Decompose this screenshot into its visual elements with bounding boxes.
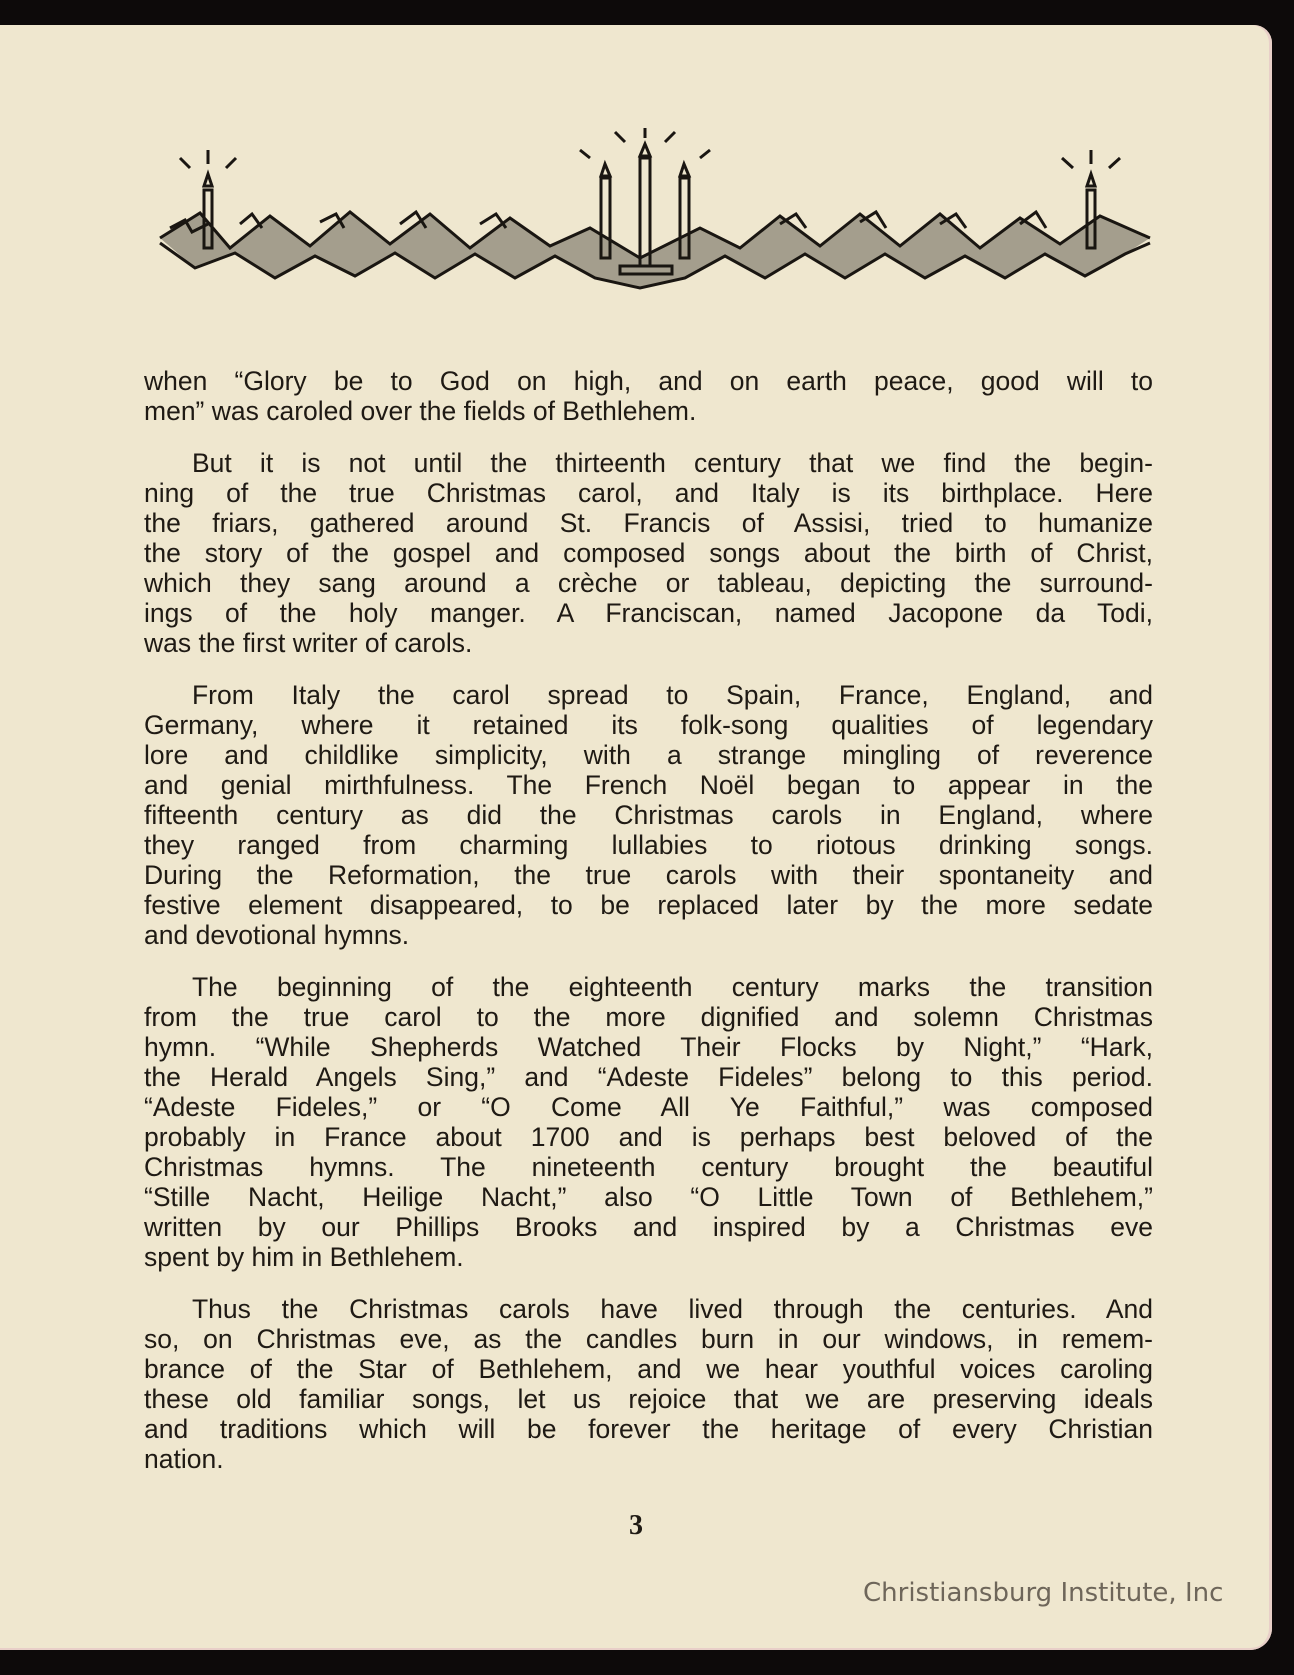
text-line: they ranged from charming lullabies to riotous drinking songs. [144,830,1153,860]
text-line: so, on Christmas eve, as the candles burn in our windows, in remem- [144,1324,1153,1354]
text-line: was the first writer of carols. [144,628,473,658]
paragraph [144,366,1153,426]
text-line: spent by him in Bethlehem. [144,1242,464,1272]
text-line: But it is not until the thirteenth century that we find the begin- [192,448,1153,478]
text-line: ings of the holy manger. A Franciscan, named Jacopone da Todi, [144,598,1153,628]
text-line: the story of the gospel and composed songs about the birth of Christ, [144,538,1153,568]
book-page [0,25,1272,1650]
text-line: men” was caroled over the fields of Bethlehem. [144,396,697,426]
text-line: brance of the Star of Bethlehem, and we hear youthful voices caroling [144,1354,1153,1384]
text-line: lore and childlike simplicity, with a strange mingling of reverence [144,740,1153,770]
text-line: the Herald Angels Sing,” and “Adeste Fideles” belong to this period. [144,1062,1153,1092]
text-line: Christmas hymns. The nineteenth century brought the beautiful [144,1152,1153,1182]
text-line: “Adeste Fideles,” or “O Come All Ye Faithful,” was composed [144,1092,1153,1122]
paragraph [144,972,1153,1272]
body-text [144,366,1153,1496]
watermark: Christiansburg Institute, Inc [863,1578,1224,1608]
text-line: and devotional hymns. [144,920,410,950]
paragraph [144,448,1153,658]
text-line: ning of the true Christmas carol, and Italy is its birthplace. Here [144,478,1153,508]
text-line: these old familiar songs, let us rejoice that we are preserving ideals [144,1384,1153,1414]
text-line: which they sang around a crèche or tableau, depicting the surround- [144,568,1153,598]
text-line: nation. [144,1444,224,1474]
text-line: festive element disappeared, to be replaced later by the more sedate [144,890,1153,920]
text-line: fifteenth century as did the Christmas carols in England, where [144,800,1153,830]
text-line: Thus the Christmas carols have lived through the centuries. And [192,1294,1153,1324]
text-line: probably in France about 1700 and is perhaps best beloved of the [144,1122,1153,1152]
text-line: The beginning of the eighteenth century marks the transition [192,972,1153,1002]
page-number: 3 [629,1510,643,1541]
text-line: From Italy the carol spread to Spain, France, England, and [192,680,1153,710]
text-line: “Stille Nacht, Heilige Nacht,” also “O Little Town of Bethlehem,” [144,1182,1153,1212]
text-line: and genial mirthfulness. The French Noël began to appear in the [144,770,1153,800]
text-line: hymn. “While Shepherds Watched Their Flocks by Night,” “Hark, [144,1032,1153,1062]
text-line: Germany, where it retained its folk-song qualities of legendary [144,710,1153,740]
text-line: written by our Phillips Brooks and inspired by a Christmas eve [144,1212,1153,1242]
holly-candle-ornament-icon [140,128,1170,290]
paragraph [144,680,1153,950]
text-line: when “Glory be to God on high, and on earth peace, good will to [144,366,1153,396]
text-line: the friars, gathered around St. Francis of Assisi, tried to humanize [144,508,1153,538]
paragraph [144,1294,1153,1474]
text-line: During the Reformation, the true carols with their spontaneity and [144,860,1153,890]
text-line: and traditions which will be forever the heritage of every Christian [144,1414,1153,1444]
text-line: from the true carol to the more dignified and solemn Christmas [144,1002,1153,1032]
